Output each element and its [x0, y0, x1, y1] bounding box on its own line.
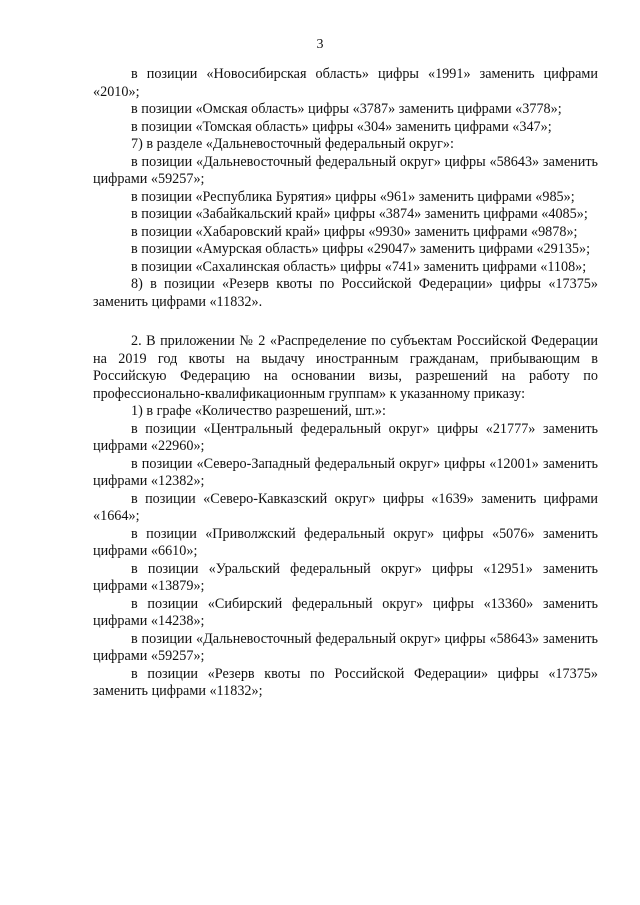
page-number: 3 — [316, 37, 324, 52]
paragraph: в позиции «Амурская область» цифры «29047» заменить цифрами «29135»; — [131, 241, 591, 257]
paragraph: в позиции «Сибирский федеральный округ» цифры «13360» заменить цифрами «14238»; — [93, 595, 598, 629]
paragraph: 8) в позиции «Резерв квоты по Российской Федерации» цифры «17375» заменить цифрами «11832». — [93, 276, 598, 310]
paragraph: в позиции «Республика Бурятия» цифры «961» заменить цифрами «985»; — [131, 188, 575, 205]
paragraph: в позиции «Северо-Кавказский округ» цифры «1639» заменить цифрами «1664»; — [93, 490, 598, 524]
paragraph: 2. В приложении № 2 «Распределение по субъектам Российской Федерации на 2019 год квоты на выдачу иностранным гражданам, прибывающим в Российскую Федерацию на основании визы, разрешений на работу по профессионально-квалификационным группам» к указанному приказу: — [93, 333, 598, 402]
paragraph: в позиции «Забайкальский край» цифры «3874» заменить цифрами «4085»; — [131, 206, 588, 222]
paragraph: 7) в разделе «Дальневосточный федеральный округ»: — [131, 136, 454, 152]
paragraph: в позиции «Хабаровский край» цифры «9930» заменить цифрами «9878»; — [131, 223, 578, 240]
paragraph: в позиции «Омская область» цифры «3787» заменить цифрами «3778»; — [131, 101, 562, 117]
document-body — [93, 66, 598, 701]
paragraph: в позиции «Сахалинская область» цифры «741» заменить цифрами «1108»; — [131, 258, 587, 275]
paragraph: в позиции «Приволжский федеральный округ» цифры «5076» заменить цифрами «6610»; — [93, 525, 598, 559]
paragraph: в позиции «Центральный федеральный округ» цифры «21777» заменить цифрами «22960»; — [93, 420, 598, 454]
paragraph: в позиции «Уральский федеральный округ» цифры «12951» заменить цифрами «13879»; — [93, 560, 598, 594]
paragraph: в позиции «Северо-Западный федеральный округ» цифры «12001» заменить цифрами «12382»; — [93, 455, 598, 489]
paragraph: в позиции «Томская область» цифры «304» заменить цифрами «347»; — [131, 118, 552, 135]
paragraph: в позиции «Дальневосточный федеральный округ» цифры «58643» заменить цифрами «59257»; — [93, 153, 598, 187]
paragraph: в позиции «Резерв квоты по Российской Федерации» цифры «17375» заменить цифрами «11832»; — [93, 665, 598, 699]
paragraph: в позиции «Новосибирская область» цифры «1991» заменить цифрами «2010»; — [93, 66, 598, 100]
section-gap — [93, 311, 598, 333]
paragraph: в позиции «Дальневосточный федеральный округ» цифры «58643» заменить цифрами «59257»; — [93, 630, 598, 664]
paragraph: 1) в графе «Количество разрешений, шт.»: — [131, 403, 386, 419]
